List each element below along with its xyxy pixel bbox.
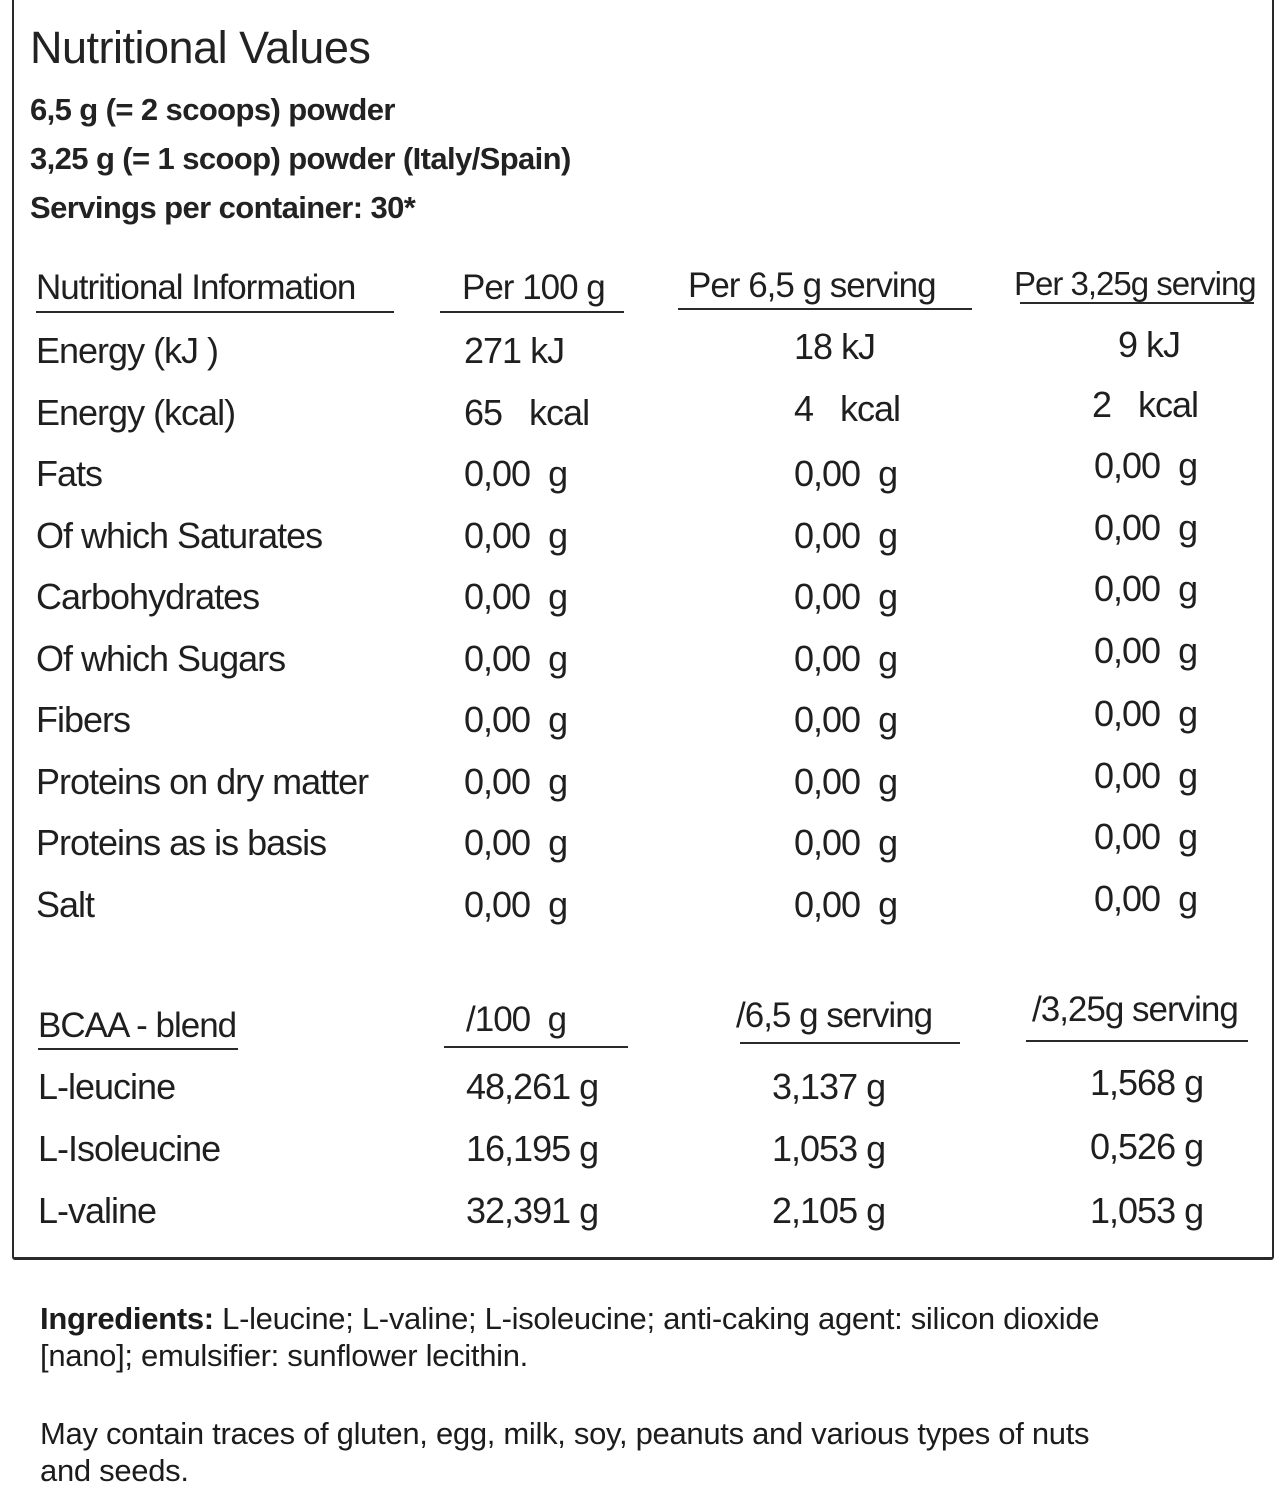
column-header-bcaa-per-serving: /6,5 g serving: [736, 996, 933, 1035]
table-row: [0, 1124, 1279, 1186]
table-row: [0, 757, 1279, 819]
amino-acid-name: L-valine: [38, 1190, 157, 1231]
amino-acid-name: L-leucine: [38, 1066, 176, 1107]
ingredients-paragraph: [40, 1300, 1140, 1374]
value-per-serving: 1,053 g: [772, 1128, 886, 1169]
table-row: [0, 630, 1279, 696]
column-header-nutritional-information: Nutritional Information: [36, 268, 356, 307]
value-per-serving: 2,105 g: [772, 1190, 886, 1231]
value-per-100g: 48,261 g: [466, 1066, 599, 1107]
value-per-small-serving: 0,00 g: [1094, 630, 1198, 671]
header-underline: [1026, 1040, 1248, 1042]
nutrient-name: Proteins as is basis: [36, 822, 327, 863]
value-per-100g: 0,00 g: [464, 822, 568, 863]
nutrient-name: Salt: [36, 884, 95, 925]
header-underline: [678, 308, 972, 310]
table-row: [0, 695, 1279, 757]
value-per-serving: 0,00 g: [794, 515, 898, 556]
nutrient-name: Fats: [36, 453, 103, 494]
label-title: Nutritional Values: [30, 22, 371, 73]
value-per-small-serving: 2 kcal: [1092, 384, 1199, 425]
header-underline: [1020, 302, 1254, 304]
header-underline: [440, 311, 624, 313]
table-row: [0, 880, 1279, 942]
value-per-small-serving: 9 kJ: [1118, 324, 1181, 365]
value-per-serving: 0,00 g: [794, 699, 898, 740]
value-per-100g: 0,00 g: [464, 576, 568, 617]
amino-acid-name: L-Isoleucine: [38, 1128, 221, 1169]
column-header-bcaa-per-100g: /100 g: [466, 1000, 567, 1039]
column-header-per-serving: Per 6,5 g serving: [688, 266, 936, 305]
value-per-small-serving: 0,00 g: [1094, 568, 1198, 609]
value-per-small-serving: 1,053 g: [1090, 1190, 1204, 1231]
nutrient-name: Fibers: [36, 699, 131, 740]
nutrient-name: Energy (kcal): [36, 392, 236, 433]
value-per-serving: 0,00 g: [794, 761, 898, 802]
value-per-small-serving: 1,568 g: [1090, 1062, 1204, 1103]
table-row: [0, 568, 1279, 634]
header-underline: [36, 311, 394, 313]
value-per-serving: 0,00 g: [794, 822, 898, 863]
nutrient-name: Proteins on dry matter: [36, 761, 369, 802]
value-per-small-serving: 0,00 g: [1094, 693, 1198, 734]
value-per-serving: 3,137 g: [772, 1066, 886, 1107]
value-per-100g: 16,195 g: [466, 1128, 599, 1169]
serving-size-line: 6,5 g (= 2 scoops) powder: [30, 92, 395, 127]
value-per-serving: 18 kJ: [794, 326, 876, 367]
ingredients-text: L-leucine; L-valine; L-isoleucine; anti-caking agent: silicon dioxide [nano]; emulsifier: sunflower lecithin.: [40, 1301, 1100, 1373]
table-row: [0, 445, 1279, 511]
value-per-100g: 32,391 g: [466, 1190, 599, 1231]
nutrient-name: Of which Sugars: [36, 638, 286, 679]
table-row: [0, 1186, 1279, 1248]
table-row: [0, 326, 1279, 388]
table-row: [0, 507, 1279, 573]
header-underline: [444, 1046, 628, 1048]
value-per-100g: 271 kJ: [464, 330, 565, 371]
nutrient-name: Carbohydrates: [36, 576, 260, 617]
column-header-per-small-serving: Per 3,25g serving: [1014, 265, 1256, 302]
value-per-100g: 0,00 g: [464, 884, 568, 925]
value-per-serving: 0,00 g: [794, 884, 898, 925]
value-per-100g: 65 kcal: [464, 392, 590, 433]
value-per-100g: 0,00 g: [464, 699, 568, 740]
servings-per-container: Servings per container: 30*: [30, 190, 416, 225]
serving-size-alt-line: 3,25 g (= 1 scoop) powder (Italy/Spain): [30, 141, 571, 176]
column-header-per-100g: Per 100 g: [462, 268, 605, 307]
value-per-small-serving: 0,00 g: [1094, 816, 1198, 857]
value-per-serving: 4 kcal: [794, 388, 901, 429]
header-underline: [740, 1042, 960, 1044]
table-row: [0, 384, 1279, 450]
column-header-bcaa-blend: BCAA - blend: [38, 1006, 237, 1045]
value-per-100g: 0,00 g: [464, 453, 568, 494]
value-per-small-serving: 0,526 g: [1090, 1126, 1204, 1167]
value-per-100g: 0,00 g: [464, 515, 568, 556]
value-per-small-serving: 0,00 g: [1094, 445, 1198, 486]
table-row: [0, 818, 1279, 880]
value-per-small-serving: 0,00 g: [1094, 507, 1198, 548]
header-underline: [38, 1048, 238, 1050]
value-per-serving: 0,00 g: [794, 638, 898, 679]
allergen-traces-paragraph: May contain traces of gluten, egg, milk, soy, peanuts and various types of nuts and seeds.: [40, 1416, 1090, 1488]
table-row: [0, 1062, 1279, 1124]
ingredients-label: Ingredients:: [40, 1301, 214, 1336]
value-per-serving: 0,00 g: [794, 576, 898, 617]
column-header-bcaa-per-small-serving: /3,25g serving: [1032, 990, 1238, 1029]
nutrient-name: Of which Saturates: [36, 515, 323, 556]
value-per-100g: 0,00 g: [464, 761, 568, 802]
value-per-100g: 0,00 g: [464, 638, 568, 679]
nutrient-name: Energy (kJ ): [36, 330, 219, 371]
value-per-small-serving: 0,00 g: [1094, 755, 1198, 796]
value-per-serving: 0,00 g: [794, 453, 898, 494]
value-per-small-serving: 0,00 g: [1094, 878, 1198, 919]
